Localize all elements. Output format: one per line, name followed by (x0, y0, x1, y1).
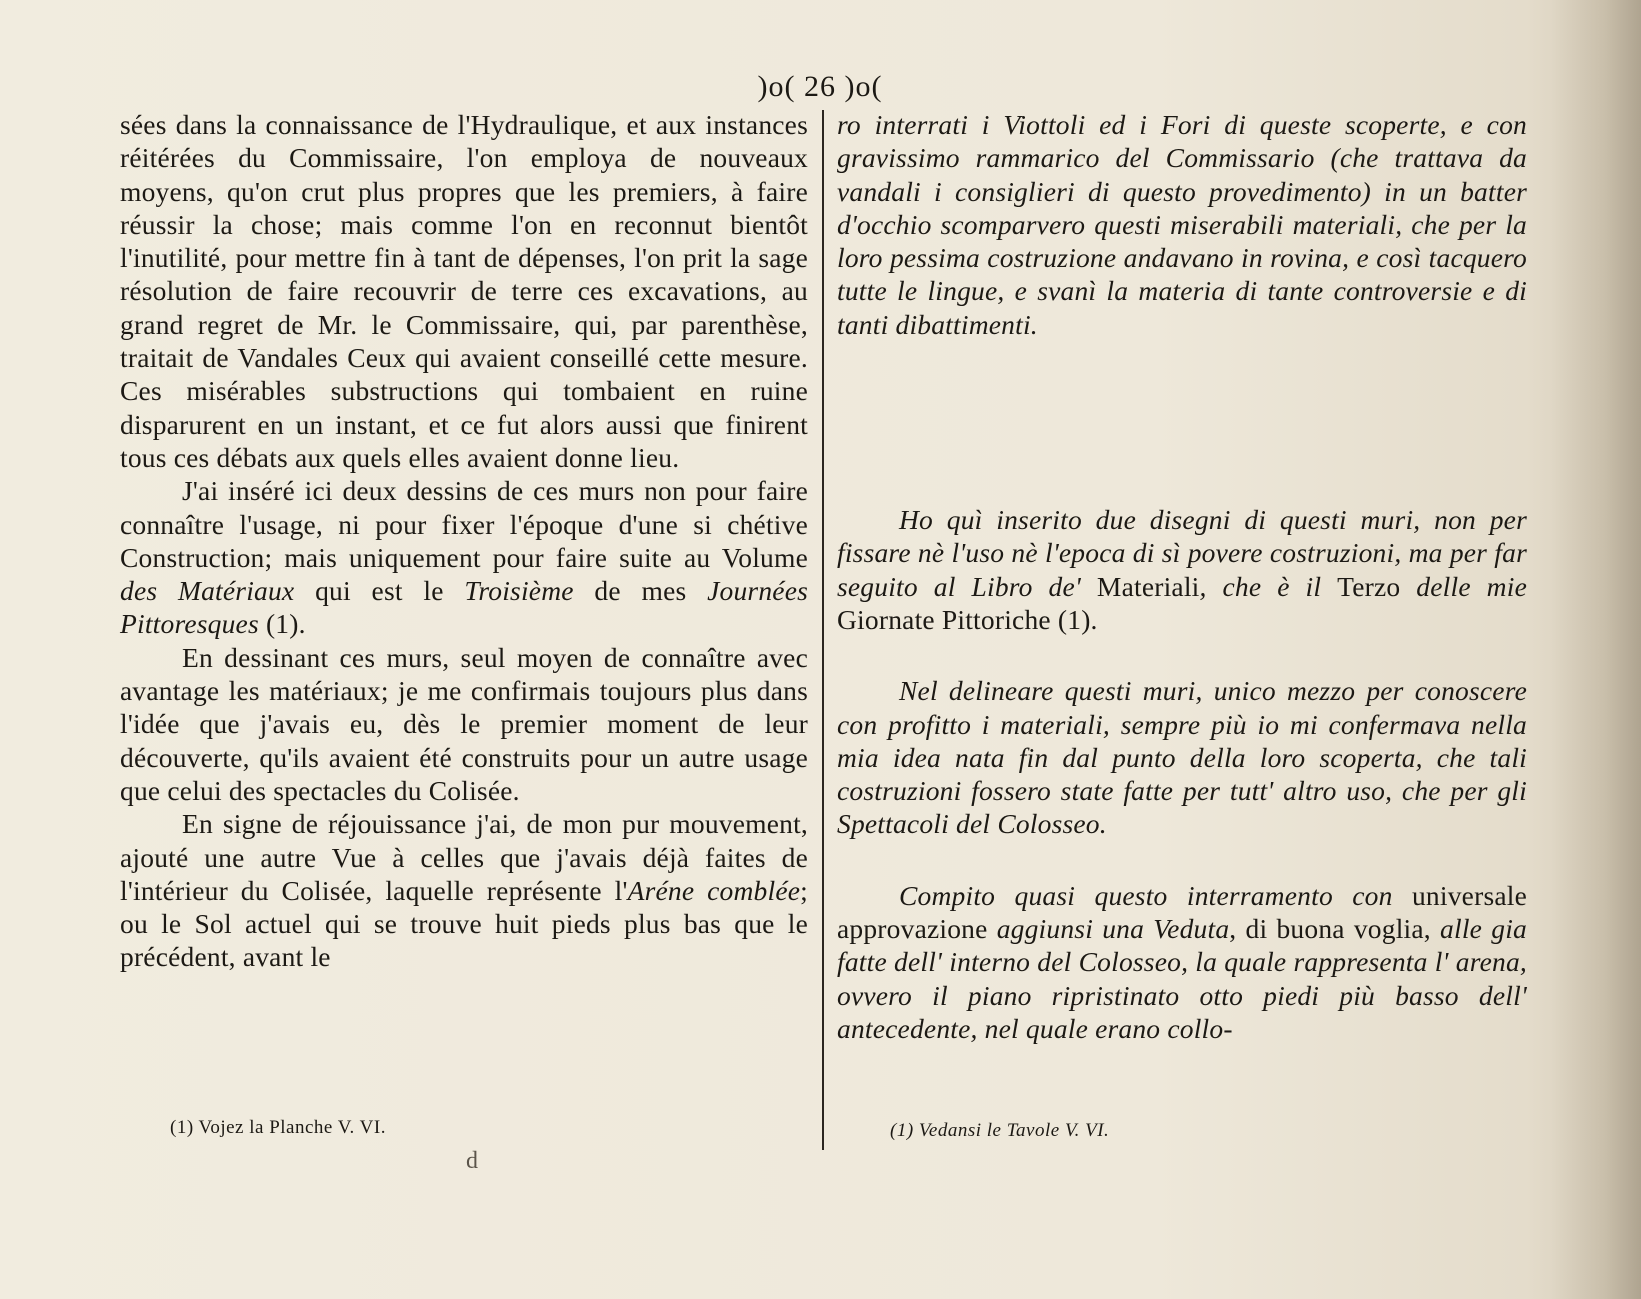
paragraph-gap (837, 841, 1527, 879)
italic-span: Troisième (464, 575, 574, 607)
italic-span: delle mie (1400, 570, 1527, 602)
page-number: )o( 26 )o( (757, 70, 883, 103)
italic-span: Ho quì inserito due disegni di questi muri, non per fissare nè l'uso nè l'epoca di sì povere costruzioni, ma per far seguito al Libro de' (837, 504, 1527, 602)
text-span: (1). (258, 608, 306, 640)
italic-span: , che è il (1199, 570, 1338, 602)
text-span: Giornate Pittoriche (837, 603, 1051, 635)
text-span: Terzo (1337, 570, 1401, 602)
italian-footnote: (1) Vedansi le Tavole V. VI. (890, 1120, 1110, 1141)
italic-span: alle gia fatte dell' interno del Colosseo, la quale rappresenta l' arena, ovvero il piano ripristinato otto piedi più basso dell' antecedente, nel quale erano collo- (837, 913, 1527, 1044)
french-paragraph-1: sées dans la connaissance de l'Hydraulique, et aux instances réitérées du Commissaire, l'on employa de nouveaux moyens, qu'on crut plus propres que les premiers, à faire réussir la chose; mais comme l'on en reconnut bientôt l'inutilité, pour mettre fin à tant de dépenses, l'on prit la sage résolution de faire recouvrir de terre ces excavations, au grand regret de Mr. le Commissaire, qui, par parenthèse, traitait de Vandales Ceux qui avaient conseillé cette mesure. Ces misérables substructions qui tombaient en ruine disparurent en un instant, et ce fut alors aussi que finirent tous ces débats aux quels elles avaient donne lieu. (120, 109, 808, 473)
french-column (120, 108, 808, 974)
french-paragraph-3: En dessinant ces murs, seul moyen de connaître avec avantage les matériaux; je me confirmais toujours plus dans l'idée que j'avais eu, dès le premier moment de leur découverte, qu'ils avaient été construits pour un autre usage que celui des spectacles du Colisée. (120, 641, 808, 806)
french-paragraph-2 (120, 474, 808, 640)
binding-shadow (1551, 0, 1641, 1299)
text-span: J'ai inséré ici deux dessins de ces murs non pour faire connaître l'usage, ni pour fixer l'époque d'une si chétive Construction; mais uniquement pour faire suite au Volume (120, 475, 808, 573)
italic-span: aggiunsi una Veduta (996, 913, 1230, 945)
text-span: Materiali (1096, 570, 1200, 602)
paragraph-gap (837, 636, 1527, 674)
text-span: En signe de réjouissance j'ai, de mon pur mouvement, ajouté une autre Vue à celles que j'avais déjà faites de l'intérieur du Colisée, laquelle représente l' (120, 808, 808, 906)
french-footnote: (1) Vojez la Planche V. VI. (170, 1117, 386, 1138)
italian-paragraph-4 (837, 879, 1527, 1045)
italian-paragraph-2 (837, 503, 1527, 636)
text-span: universale approvazione (837, 879, 1527, 945)
italic-span: Compito quasi questo interramento con (899, 879, 1393, 911)
text-span: qui est le (294, 575, 465, 607)
text-span: (1). (1050, 603, 1098, 635)
signature-mark: d (466, 1148, 478, 1174)
italic-span: des Matériaux (120, 575, 295, 607)
text-span: ; ou le Sol actuel qui se trouve huit pieds plus bas que le précédent, avant le (120, 874, 808, 973)
paragraph-gap (837, 341, 1527, 503)
text-span: , di buona voglia, (1229, 913, 1441, 945)
italic-span: Journées Pittoresques (120, 575, 808, 640)
italic-span: Aréne comblée (627, 874, 801, 906)
text-span: de mes (573, 575, 708, 607)
italian-column (837, 108, 1527, 1045)
italian-paragraph-3: Nel delineare questi muri, unico mezzo per conoscere con profitto i materiali, sempre più io mi confermava nella mia idea nata fin dal punto della loro scoperta, che tali costruzioni fossero state fatte per tutt' altro uso, che per gli Spettacoli del Colosseo. (837, 675, 1527, 840)
column-divider (822, 110, 824, 1150)
french-paragraph-4 (120, 807, 808, 973)
italian-paragraph-1: ro interrati i Viottoli ed i Fori di queste scoperte, e con gravissimo rammarico del Commissario (che trattava da vandali i consiglieri di questo provedimento) in un batter d'occhio scomparvero questi miserabili materiali, che per la loro pessima costruzione andavano in rovina, e così tacquero tutte le lingue, e svanì la materia di tante controversie e di tanti dibattimenti. (837, 109, 1527, 340)
